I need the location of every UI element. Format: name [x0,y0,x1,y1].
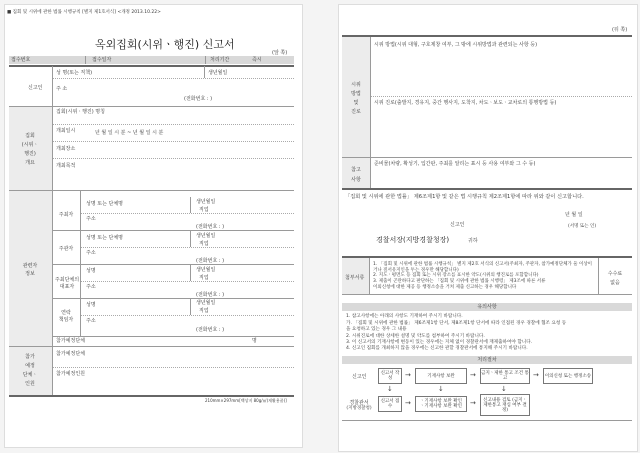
processing-period-value: 즉시 [252,57,262,63]
moderator-name-label: 성명 또는 단체명 [86,235,123,241]
participants-label-2: 예정 [25,363,35,369]
liaison-birth-label: 생년월일 [196,300,216,306]
representative-label-1: 주최단체의 [54,277,80,283]
participant-people-label: 참가예정인원 [56,371,85,377]
notice-item-2: 가. 「집회 및 시위에 관한 법률」 제6조제1항 단서, 제8조제1항 단서에 따라 인접된 경우 경찰에 협조 요청 등 [346,321,567,326]
reporter-section-label: 신고인 [28,85,43,91]
rally-section-label-3: 행진) [24,151,36,157]
arrow-right-2: → [470,371,476,379]
representative-name-label: 성명 [86,268,96,274]
front-page-label: (앞 쪽) [272,50,288,56]
participants-label-4: 인원 [25,381,35,387]
reference-label: 준비물(차량, 확성기, 입간판, 주최를 알리는 표시 등 사용 여부와 그 수 등) [374,161,536,167]
step-review: 신고내용 검토 (금지ㆍ제한통고 재심 여부 결정) [480,394,530,416]
notice-item-3: 을 요청하고 있는 경우 그 내용 [346,327,407,332]
step-supplement-form: 기재사항 보완 [415,368,467,384]
fee-label: 수수료 [607,271,623,277]
host-birth-label: 생년월일 [196,199,216,205]
liaison-address-label: 주소 [86,318,96,324]
host-label: 주최자 [58,212,74,218]
attachment-item-1: 1. 「집회 및 시위에 관한 법률 시행규칙」 별지 제2호 서식의 신고서(주최자, 주관자, 참가예정단체가 둘 이상이거나 질서유지인을 두는 경우만 해당합니다) [373,262,593,273]
attachment-item-2: 2. 지도ㆍ평면도 등 집회 또는 시위 장소를 표시한 약도(시위의 행진로를 포함합니다) [373,273,539,278]
addressee-suffix: 귀하 [468,238,478,244]
host-name-label: 성명 또는 단체명 [86,201,123,207]
form-title: 옥외집회(시위ㆍ행진) 신고서 [95,38,235,51]
notice-item-4: 2. 시위진로에 대한 상세한 설명 및 약도를 첨부하여 주시기 바랍니다. [346,334,485,339]
reference-section-shade [342,158,370,188]
arrow-right-4: → [405,399,411,407]
moderator-job-label: 직업 [199,241,209,247]
step-write-form: 신고서 작성 [378,368,402,384]
protest-route-label: 시위 진로(출발지, 경유지, 중간 행사지, 도착지, 차도ㆍ보도ㆍ교차로의 통행방법 등) [374,100,557,106]
parties-section-label-2: 정보 [25,271,35,277]
parties-section-label-1: 관련자 [22,263,38,269]
attachment-item-4: 이외신청에 대한 제공 등 행정소송을 거쳐 제출 신고하는 경우 해당합니다 [373,285,517,290]
arrow-right-1: → [405,371,411,379]
liaison-name-label: 성명 [86,302,96,308]
applicant-sign: (서명 또는 인) [568,224,597,229]
form-header-caption: ■ 집회 및 시위에 관한 법률 시행규칙 [별지 제1호서식] <개정 2013.10.22> [7,10,161,15]
fee-value: 없음 [610,280,620,286]
participants-label-3: 단체ㆍ [22,372,38,378]
rally-datetime-label: 개최일시 [56,128,76,134]
moderator-birth-label: 생년월일 [196,233,216,239]
representative-birth-label: 생년월일 [196,267,216,273]
arrow-down-2: ↓ [438,385,444,393]
rally-datetime-value: 년 월 일 시 분 ~ 년 월 일 시 분 [95,130,164,136]
order-keeper-label: 참가예정단체 [56,338,85,344]
attachments-label: 첨부서류 [345,275,365,281]
addressee-name: 경찰서장(지방경찰청장) [376,236,450,244]
notice-item-6: 4. 신고인 집회를 개최하지 않을 경우에는 신고한 관할 경찰관서에 통지해 주시기 바랍니다. [346,346,528,351]
participant-org-label: 참가예정단체 [56,351,85,357]
rally-section-label-2: (시위ㆍ [21,142,39,148]
representative-address-label: 주소 [86,284,96,290]
representative-label-2: 대표자 [59,284,75,290]
representative-phone-label: (전화번호 : ) [196,292,225,298]
liaison-label-1: 연락 [61,310,71,316]
method-section-label-4: 진로 [351,109,361,115]
attachment-item-3: 3. 제출이 곤란하다고 판단하는 「집회 및 시위에 관한 법률 시행령」 제3조에 따른 서류 [373,279,546,284]
process-row2-label-1: 경찰관서 [349,400,369,406]
reporter-phone-label: (전화번호 : ) [184,96,213,102]
process-row2-label-2: (지방경찰청) [346,406,372,411]
step-supplement-check: ㆍ기재사항 보완 확인 ㆍ기재사항 보완 확인 [415,396,467,412]
reference-section-label-2: 사항 [351,177,361,183]
host-phone-label: (전화번호 : ) [196,224,225,230]
back-page-label: (뒤 쪽) [612,27,628,33]
arrow-down-1: ↓ [387,385,393,393]
host-job-label: 직업 [199,207,209,213]
moderator-phone-label: (전화번호 : ) [196,258,225,264]
process-row1-label: 신고인 [352,374,367,380]
method-section-label-2: 방법 [351,91,361,97]
liaison-phone-label: (전화번호 : ) [196,327,225,333]
host-address-label: 주소 [86,216,96,222]
rally-name-label: 집회(시위ㆍ행진) 명칭 [56,109,105,115]
applicant-label: 신고인 [450,222,465,228]
reporter-address-label: 주 소 [56,86,68,92]
representative-job-label: 직업 [199,275,209,281]
reference-section-label-1: 참고 [351,167,361,173]
rally-section-label-1: 집회 [25,133,35,139]
method-section-label-1: 시위 [351,82,361,88]
rally-place-label: 개최장소 [56,146,76,152]
step-prohibition-notice: 금지ㆍ제한 통고 조건 통고 [480,368,530,384]
declaration-text: 「집회 및 시위에 관한 법률」 제6조제1항 및 같은 법 시행규칙 제2조제1항에 따라 위와 같이 신고합니다. [345,194,584,200]
liaison-label-2: 책임자 [58,317,74,323]
processing-period-label: 처리기간 [210,57,230,63]
rally-section-label-4: 개요 [25,160,35,166]
rally-purpose-label: 개최목적 [56,163,76,169]
step-receive-form: 신고서 접수 [378,396,402,412]
moderator-address-label: 주소 [86,250,96,256]
reporter-birth-label: 생년월일 [208,70,228,76]
step-appeal: 이의신청 또는 행정소송 [543,368,593,384]
protest-method-label: 시위 방법(시위 대형, 구호제창 여부, 그 밖에 시위방법과 관련되는 사항 등) [374,42,538,48]
notice-item-5: 3. 이 신고서의 기재사항에 변동이 있는 경우에는 지체 없이 경찰관서에 재제출하여야 합니다. [346,340,533,345]
declaration-date: 년 월 일 [565,212,583,218]
moderator-label: 주관자 [58,246,74,252]
order-keeper-unit: 명 [252,338,257,344]
arrow-right-3: → [533,371,539,379]
method-section-label-3: 및 [353,100,359,106]
process-title: 처리절차 [477,357,497,363]
method-section-shade [342,37,370,157]
liaison-job-label: 직업 [199,308,209,314]
notice-title: 유의사항 [477,304,497,310]
arrow-down-3: ↓ [501,385,507,393]
reporter-name-label: 성 명(또는 직책) [56,70,93,76]
rally-section-shade [9,107,52,190]
arrow-right-5: → [470,399,476,407]
receipt-date-label: 접수일자 [92,57,112,63]
receipt-no-label: 접수번호 [11,57,31,63]
participants-label-1: 참가 [25,354,35,360]
notice-item-1: 1. 참고사항에는 아래의 사항도 기재하여 주시기 바랍니다. [346,314,463,319]
paper-spec-footer: 210mm×297mm[백상지 80g/㎡(재활용품)] [205,398,287,403]
